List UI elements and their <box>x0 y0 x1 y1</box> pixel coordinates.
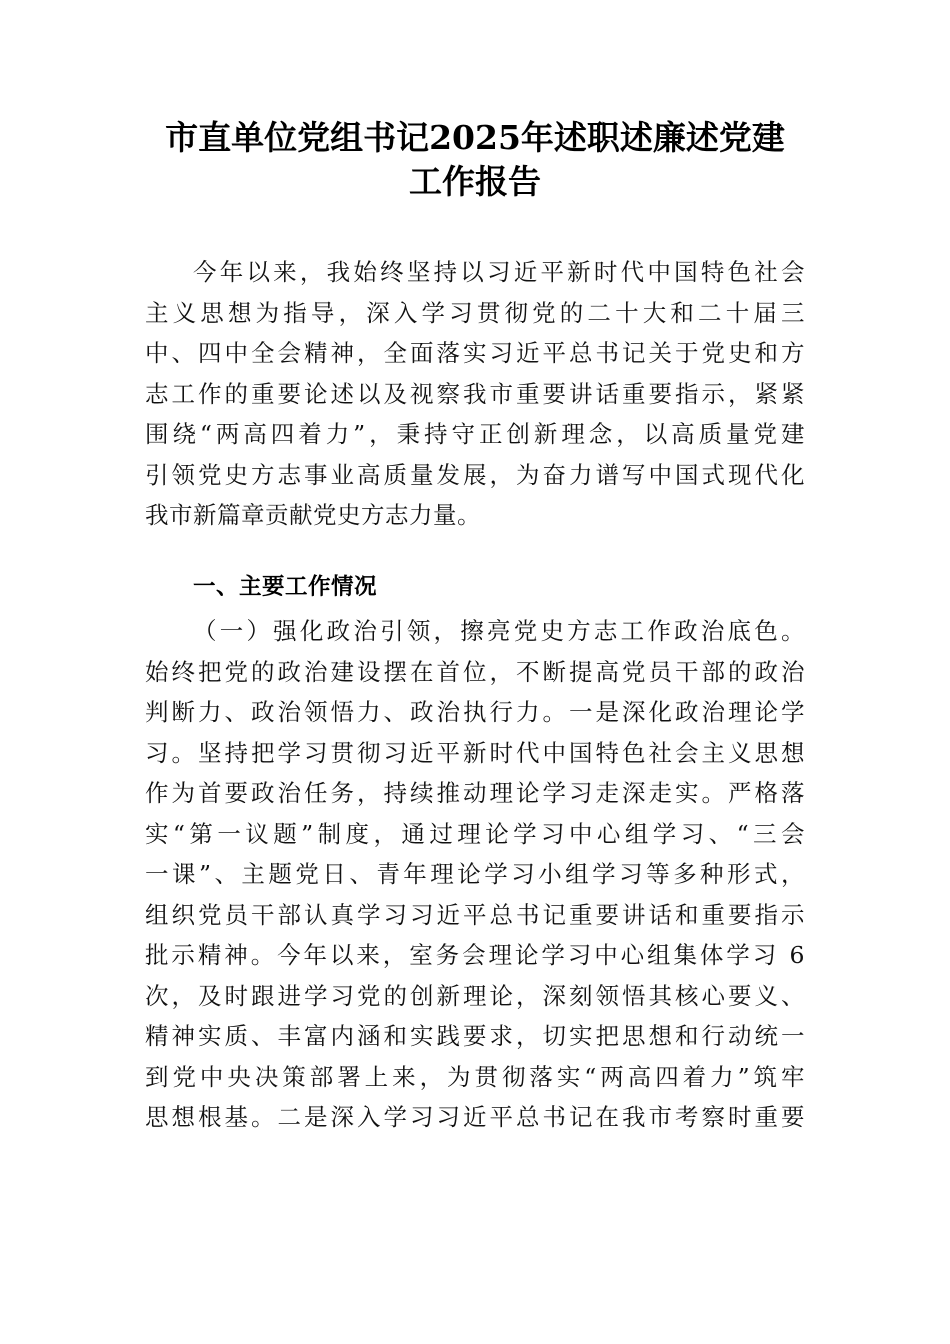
paragraph-1-line-1: 今年以来，我始终坚持以习近平新时代中国特色社会 <box>193 258 805 286</box>
paragraph-1-line-7: 我市新篇章贡献党史方志力量。 <box>145 501 481 529</box>
paragraph-1-line-6: 引领党史方志事业高质量发展，为奋力谱写中国式现代化 <box>145 460 805 489</box>
paragraph-2-line-13: 思想根基。二是深入学习习近平总书记在我市考察时重要 <box>145 1103 805 1131</box>
section-heading-main-work: 一、主要工作情况 <box>193 574 378 600</box>
paragraph-2-line-5: 作为首要政治任务，持续推动理论学习走深走实。严格落 <box>145 779 805 807</box>
paragraph-2-line-2: 始终把党的政治建设摆在首位，不断提高党员干部的政治 <box>145 657 805 686</box>
paragraph-1-line-2: 主义思想为指导，深入学习贯彻党的二十大和二十届三 <box>145 298 805 327</box>
paragraph-2-line-12: 到党中央决策部署上来，为贯彻落实“两高四着力”筑牢 <box>145 1062 805 1091</box>
paragraph-1-line-3: 中、四中全会精神，全面落实习近平总书记关于党史和方 <box>145 339 805 367</box>
paragraph-2-line-11: 精神实质、丰富内涵和实践要求，切实把思想和行动统一 <box>145 1022 805 1050</box>
paragraph-2-line-4: 习。坚持把学习贯彻习近平新时代中国特色社会主义思想 <box>145 738 805 767</box>
paragraph-2-line-6: 实“第一议题”制度，通过理论学习中心组学习、“三会 <box>145 819 805 848</box>
paragraph-2-line-10: 次，及时跟进学习党的创新理论，深刻领悟其核心要义、 <box>145 981 805 1010</box>
document-title-line-2: 工作报告 <box>409 162 541 201</box>
document-title-line-1: 市直单位党组书记2025年述职述廉述党建 <box>165 118 785 157</box>
paragraph-1-line-4: 志工作的重要论述以及视察我市重要讲话重要指示，紧紧 <box>145 379 805 408</box>
paragraph-2-line-9: 批示精神。今年以来，室务会理论学习中心组集体学习 6 <box>145 941 805 969</box>
paragraph-2-line-8: 组织党员干部认真学习习近平总书记重要讲话和重要指示 <box>145 900 805 929</box>
paragraph-2-line-3: 判断力、政治领悟力、政治执行力。一是深化政治理论学 <box>145 698 805 726</box>
paragraph-1-line-5: 围绕“两高四着力”，秉持守正创新理念，以高质量党建 <box>145 420 805 448</box>
paragraph-2-line-7: 一课”、主题党日、青年理论学习小组学习等多种形式， <box>145 860 805 888</box>
paragraph-2-line-1: （一）强化政治引领，擦亮党史方志工作政治底色。 <box>193 617 805 645</box>
